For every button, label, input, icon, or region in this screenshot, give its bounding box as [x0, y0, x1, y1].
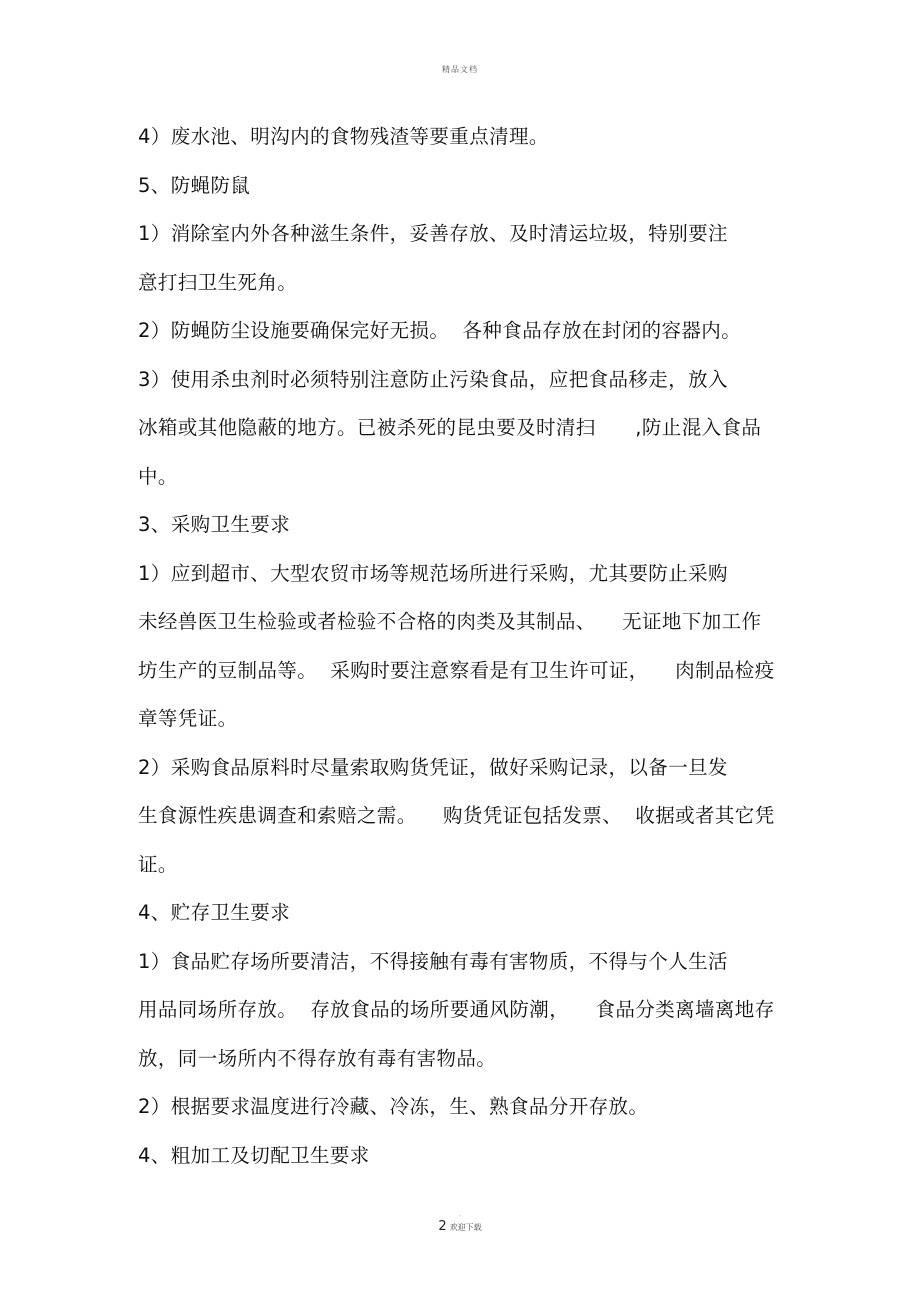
- text-line: 意打扫卫生死角。: [138, 270, 298, 294]
- section-heading: 4、粗加工及切配卫生要求: [138, 1143, 370, 1167]
- text-line: 2）防蝇防尘设施要确保完好无损。 各种食品存放在封闭的容器内。: [138, 319, 742, 342]
- text-line: 证。: [138, 852, 178, 876]
- text-line: 4）废水池、明沟内的食物残渣等要重点清理。: [138, 125, 549, 148]
- text-line: 3）使用杀虫剂时必须特别注意防止污染食品，应把食品移走，放入: [138, 367, 728, 391]
- page-number: 2: [438, 1219, 447, 1234]
- text-line: 未经兽医卫生检验或者检验不合格的肉类及其制品、 无证地下加工作: [138, 610, 762, 633]
- text-line: 放，同一场所内不得存放有毒有害物品。: [138, 1046, 497, 1070]
- section-heading: 3、采购卫生要求: [138, 513, 291, 536]
- text-line: 章等凭证。: [138, 707, 238, 730]
- text-line: 1）食品贮存场所要清洁，不得接触有毒有害物质，不得与个人生活: [138, 949, 728, 973]
- text-line: 2）根据要求温度进行冷藏、冷冻，生、熟食品分开存放。: [138, 1095, 649, 1118]
- text-line: 2）采购食品原料时尽量索取购货凭证，做好采购记录，以备一旦发: [138, 755, 728, 779]
- text-line: 中。: [138, 464, 178, 488]
- text-line: 用品同场所存放。 存放食品的场所要通风防潮， 食品分类离墙离地存: [138, 998, 775, 1021]
- page-footer: [0, 1219, 920, 1234]
- section-heading: 4、贮存卫生要求: [138, 901, 291, 924]
- footer-dot: .: [459, 1211, 461, 1218]
- page-header: 精品文档: [442, 65, 478, 74]
- section-heading: 5、防蝇防鼠: [138, 173, 251, 197]
- footer-note: 欢迎下载: [449, 1223, 482, 1232]
- text-line: 1）消除室内外各种滋生条件，妥善存放、及时清运垃圾，特别要注: [138, 222, 728, 245]
- text-line: 冰箱或其他隐蔽的地方。已被杀死的昆虫要及时清扫 ,防止混入食品: [138, 416, 762, 439]
- document-body: [138, 118, 798, 1185]
- text-line: 1）应到超市、大型农贸市场等规范场所进行采购，尤其要防止采购: [138, 561, 728, 585]
- text-line: 生食源性疾患调查和索赔之需。 购货凭证包括发票、 收据或者其它凭: [138, 804, 775, 827]
- text-line: 坊生产的豆制品等。 采购时要注意察看是有卫生许可证， 肉制品检疫: [138, 658, 775, 682]
